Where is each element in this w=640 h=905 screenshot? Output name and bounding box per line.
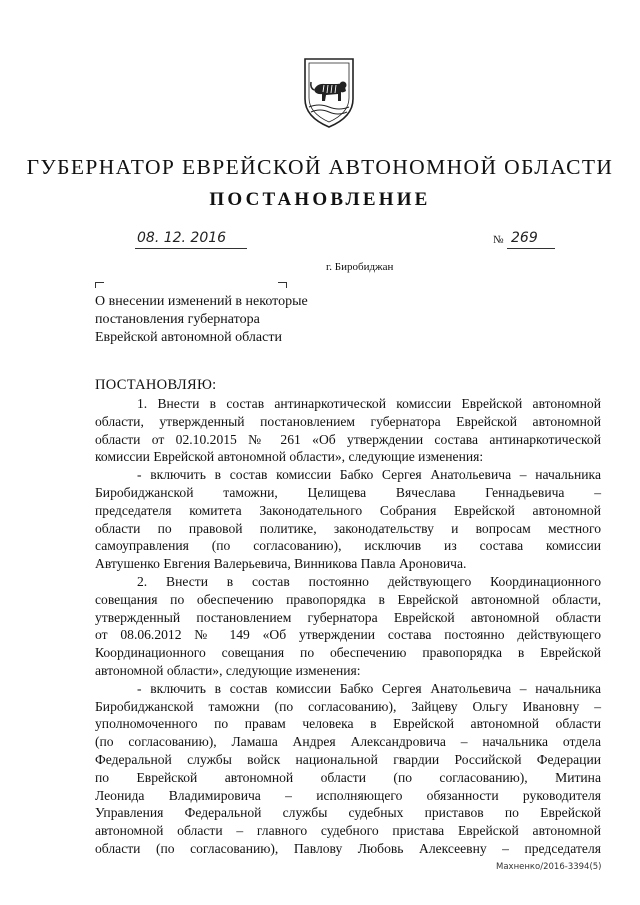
body-line: области по правовой политике, законодательству и вопросам местного bbox=[95, 520, 601, 536]
body-line: (по согласованию), Ламаша Андрея Александровича – начальника отдела bbox=[95, 734, 601, 750]
subject-line: постановления губернатора bbox=[95, 312, 260, 327]
body-line: - включить в состав комиссии Бабко Сергея Анатольевича – начальника bbox=[137, 680, 601, 696]
document-type-title: ПОСТАНОВЛЕНИЕ bbox=[209, 189, 431, 210]
body-line: по Еврейской автономной области (по согласованию), Митина bbox=[95, 769, 601, 785]
body-line: автономной области», следующие изменения: bbox=[95, 662, 361, 678]
body-line: комиссии Еврейской автономной области», следующие изменения: bbox=[95, 449, 484, 465]
body-line: 1. Внести в состав антинаркотической комиссии Еврейской автономной bbox=[137, 396, 601, 411]
body-line: Автушенко Евгения Валерьевича, Винникова Павла Ароновича. bbox=[95, 556, 467, 572]
date-value: 08. 12. 2016 bbox=[137, 230, 227, 246]
document-number bbox=[493, 230, 563, 248]
body-line: совещания по обеспечению правопорядка в Еврейской автономной области, bbox=[95, 591, 601, 607]
body-line: Леонида Владимировича – исполняющего обязанности руководителя bbox=[95, 787, 601, 803]
number-field bbox=[507, 230, 555, 249]
footer-reference: Махненко/2016-3394(5) bbox=[496, 862, 602, 872]
number-label: № bbox=[493, 234, 504, 246]
body-line: от 08.06.2012 № 149 «Об утверждении состава постоянно действующего bbox=[95, 627, 601, 643]
body-line: - включить в состав комиссии Бабко Сергея Анатольевича – начальника bbox=[137, 467, 601, 483]
body-line: уполномоченного по правам человека в Еврейской автономной области bbox=[95, 716, 601, 732]
body-line: области (по согласованию), Павлову Любовь Алексеевну – председателя bbox=[95, 840, 601, 856]
body-line: Биробиджанской таможни, Целищева Вячеслава Геннадьевича – bbox=[95, 484, 601, 500]
body-line: самоуправления (по согласованию), исключив из состава комиссии bbox=[95, 538, 601, 554]
body-line: Координационного совещания по обеспечению правопорядка в Еврейской bbox=[95, 645, 601, 661]
body-line: области от 02.10.2015 № 261 «Об утверждении состава антинаркотической bbox=[95, 431, 601, 447]
subject-line: Еврейской автономной области bbox=[95, 330, 282, 345]
body-line: утвержденный постановлением губернатора Еврейской автономной области bbox=[95, 609, 601, 625]
bracket-left bbox=[95, 282, 104, 288]
date-field bbox=[135, 230, 247, 249]
body-line: Биробиджанской таможни (по согласованию), Зайцеву Ольгу Ивановну – bbox=[95, 698, 601, 714]
decree-word: ПОСТАНОВЛЯЮ: bbox=[95, 377, 217, 393]
body-line: 2. Внести в состав постоянно действующего Координационного bbox=[137, 573, 601, 589]
number-value: 269 bbox=[511, 230, 538, 246]
body-line: Управления Федеральной службы судебных приставов по Еврейской bbox=[95, 805, 601, 821]
body-line: области, утвержденный постановлением губернатора Еврейской автономной bbox=[95, 413, 601, 429]
body-line: автономной области – главного судебного пристава Еврейской автономной bbox=[95, 823, 601, 839]
document-body bbox=[95, 395, 601, 858]
authority-title: ГУБЕРНАТОР ЕВРЕЙСКОЙ АВТОНОМНОЙ ОБЛАСТИ bbox=[26, 155, 614, 179]
city-label: г. Биробиджан bbox=[326, 261, 394, 273]
coat-of-arms-icon bbox=[299, 55, 359, 130]
subject-line: О внесении изменений в некоторые bbox=[95, 294, 308, 309]
document-subject bbox=[95, 293, 308, 347]
body-line: председателя комитета Законодательного Собрания Еврейской автономной bbox=[95, 502, 601, 518]
bracket-right bbox=[278, 282, 287, 288]
body-line: Федеральной службы войск национальной гвардии Российской Федерации bbox=[95, 751, 601, 767]
